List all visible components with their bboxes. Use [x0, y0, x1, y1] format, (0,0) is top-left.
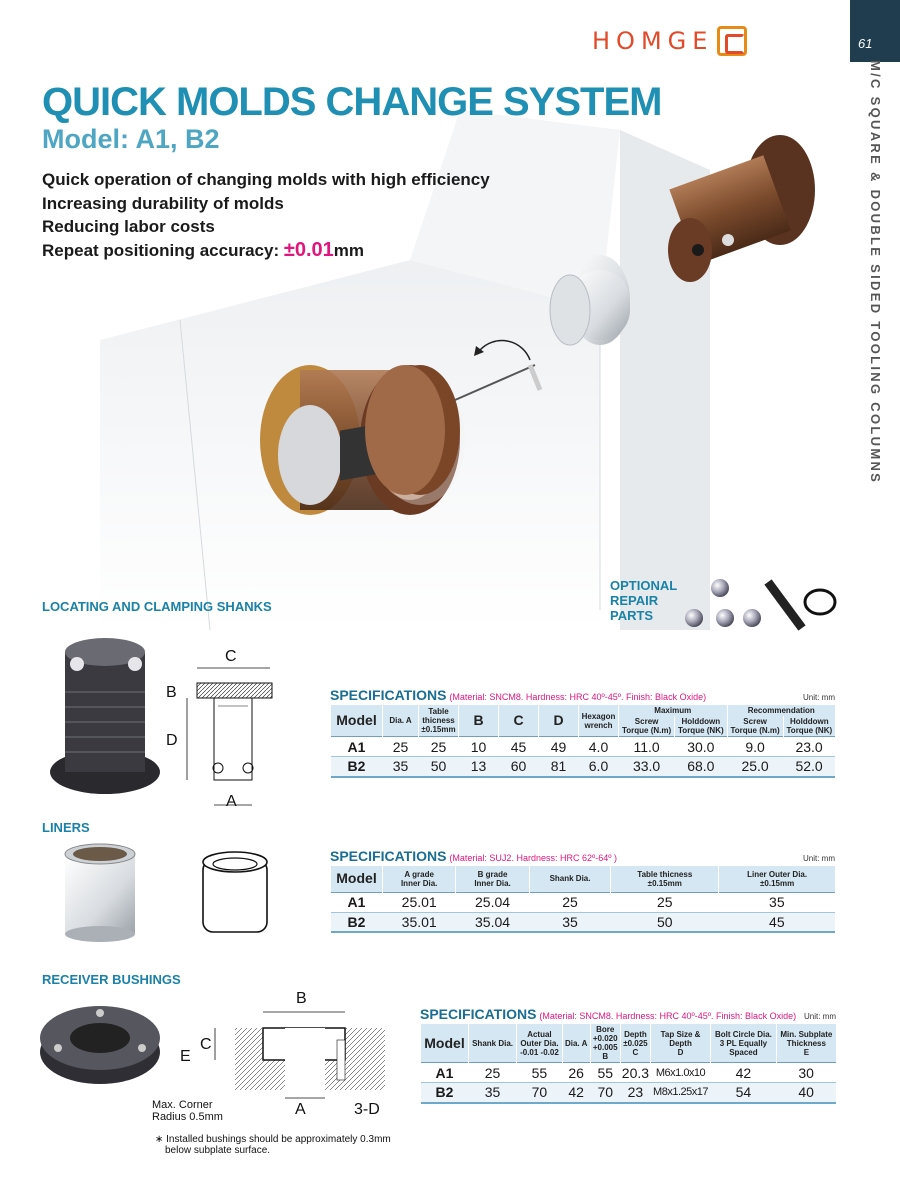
value-cell: 25	[419, 737, 459, 757]
value-cell: 40	[776, 1083, 836, 1103]
value-cell: 35	[719, 892, 835, 912]
feature-list	[42, 168, 490, 262]
value-cell: 45	[499, 737, 539, 757]
hdr-line: Spaced	[729, 1047, 758, 1057]
spec-unit: Unit: mm	[804, 1012, 836, 1021]
footnote-line: ∗ Installed bushings should be approximately 0.3mm	[155, 1134, 391, 1145]
hdr-line: Depth	[669, 1038, 692, 1048]
repair-parts-image	[680, 570, 850, 640]
value-cell: 4.0	[579, 737, 619, 757]
hdr-line: Inner Dia.	[474, 878, 511, 888]
value-cell: 10	[459, 737, 499, 757]
side-tab-label: M/C SQUARE & DOUBLE SIDED TOOLING COLUMNS	[868, 60, 883, 485]
spec-table	[420, 1024, 836, 1104]
table-row	[331, 912, 836, 932]
hdr-line: 3 PL Equally	[719, 1038, 768, 1048]
dim-d: D	[166, 732, 178, 749]
spec-note: (Material: SUJ2. Hardness: HRC 62º-64º )	[449, 853, 618, 863]
value-cell: 60	[499, 757, 539, 777]
hdr-line: B	[602, 1052, 609, 1061]
hdr-line: wrench	[584, 720, 613, 730]
model-cell: A1	[331, 892, 383, 912]
value-cell: 25	[611, 892, 719, 912]
value-cell: 26	[562, 1063, 590, 1083]
col-holddown	[675, 716, 727, 737]
brand-logo	[592, 24, 747, 58]
spec-table-liners	[330, 848, 835, 933]
shank-drawing	[162, 650, 282, 815]
table-row	[421, 1063, 837, 1083]
hdr-line: C	[632, 1047, 639, 1057]
hdr-line: thicness	[422, 716, 455, 725]
section-bushings: RECEIVER BUSHINGS	[42, 972, 181, 987]
dim-b: B	[166, 684, 177, 701]
value-cell: 81	[539, 757, 579, 777]
col-hex	[579, 705, 619, 737]
col-actual-outer	[517, 1024, 563, 1063]
logo-g-mark-icon	[717, 26, 747, 56]
model-cell: A1	[421, 1063, 469, 1083]
spec-note: (Material: SNCM8. Hardness: HRC 40º-45º. Finish: Black Oxide)	[449, 692, 707, 702]
hdr-line: E	[803, 1047, 810, 1057]
col-recommendation: Recommendation	[727, 705, 835, 716]
hdr-line: Torque (NK)	[678, 726, 724, 735]
model-cell: B2	[331, 912, 383, 932]
value-cell: M6x1.0x10	[650, 1063, 710, 1083]
spec-header	[330, 687, 835, 705]
col-a-grade	[383, 866, 456, 892]
spec-label: SPECIFICATIONS	[330, 687, 447, 703]
bushing-photo	[38, 1000, 163, 1090]
spec-table-bushings	[420, 1006, 836, 1104]
value-cell: 11.0	[619, 737, 675, 757]
feature-accuracy-label: Repeat positioning accuracy:	[42, 240, 284, 260]
dim-c: C	[225, 648, 237, 665]
spec-table-body	[331, 737, 836, 777]
value-cell: 20.3	[621, 1064, 650, 1081]
spec-table-shanks	[330, 687, 835, 778]
value-cell: 54	[711, 1083, 777, 1103]
hdr-line: ±0.025	[623, 1038, 648, 1048]
hdr-line: Bore	[596, 1025, 615, 1034]
hdr-line: Inner Dia.	[400, 878, 438, 888]
col-b: B	[459, 705, 499, 737]
value-cell: 49	[539, 737, 579, 757]
section-liners: LINERS	[42, 820, 90, 835]
corner-radius-note	[152, 1099, 223, 1123]
value-cell: 25	[383, 737, 419, 757]
hdr-line: B grade	[477, 869, 508, 879]
hdr-line: Torque (N.m)	[730, 726, 780, 735]
value-cell: 50	[419, 757, 459, 777]
page-number-box	[850, 0, 900, 62]
hdr-line: Bolt Circle Dia.	[714, 1029, 772, 1039]
spec-table	[330, 866, 835, 933]
optional-line: OPTIONAL	[610, 578, 678, 593]
col-min-subplate	[776, 1024, 836, 1063]
hdr-line: A grade	[404, 869, 434, 879]
hdr-line: Actual	[527, 1029, 552, 1039]
hdr-line: Hexagon	[581, 711, 616, 721]
bushing-dim-3d: 3-D	[354, 1101, 380, 1118]
spec-table-body	[331, 892, 836, 932]
value-cell: 25.04	[456, 892, 529, 912]
value-cell: 70	[517, 1083, 563, 1103]
col-c: C	[499, 705, 539, 737]
optional-parts-label	[610, 578, 677, 623]
side-tab	[850, 0, 900, 1200]
hdr-line: Thickness	[786, 1038, 826, 1048]
accuracy-unit: mm	[333, 240, 364, 260]
col-b-grade	[456, 866, 529, 892]
spec-table	[330, 705, 835, 778]
dim-a: A	[226, 793, 237, 810]
bushing-dim-a: A	[295, 1101, 306, 1118]
hdr-line: ±0.15mm	[760, 878, 795, 888]
table-row	[331, 892, 836, 912]
model-cell: B2	[331, 757, 383, 777]
model-cell: B2	[421, 1083, 469, 1103]
table-row	[331, 757, 836, 777]
installation-footnote	[155, 1134, 391, 1156]
spec-label: SPECIFICATIONS	[420, 1006, 537, 1022]
value-cell: 52.0	[783, 757, 835, 777]
bushing-dim-c: C	[200, 1036, 212, 1053]
spec-label: SPECIFICATIONS	[330, 848, 447, 864]
spec-table-body	[421, 1063, 837, 1103]
value-cell: 70	[590, 1083, 620, 1103]
spec-header	[420, 1006, 836, 1024]
hdr-line: Torque (NK)	[786, 726, 833, 735]
shank-photo	[45, 632, 165, 800]
value-cell: 42	[711, 1063, 777, 1083]
hdr-line: Screw	[634, 717, 659, 726]
hdr-line: ±0.15mm	[421, 725, 456, 734]
spec-unit: Unit: mm	[803, 854, 835, 863]
value-cell: 55	[590, 1063, 620, 1083]
hdr-line: Torque (N.m)	[621, 726, 672, 735]
col-model: Model	[421, 1024, 469, 1063]
col-dia-a: Dia. A	[383, 705, 419, 737]
table-row	[421, 1083, 837, 1103]
col-d: D	[539, 705, 579, 737]
value-cell: 35	[529, 912, 611, 932]
optional-line: REPAIR	[610, 593, 659, 608]
footnote-line: below subplate surface.	[165, 1145, 271, 1156]
hdr-line: Table thicness	[637, 869, 693, 879]
section-shanks: LOCATING AND CLAMPING SHANKS	[42, 599, 272, 614]
liner-images	[55, 842, 285, 942]
hdr-line: +0.005	[592, 1043, 618, 1052]
table-row	[331, 737, 836, 757]
hdr-line: Holddown	[681, 717, 721, 726]
value-cell: 30	[776, 1063, 836, 1083]
value-cell: 55	[517, 1063, 563, 1083]
col-model: Model	[331, 705, 383, 737]
col-depth	[620, 1024, 650, 1063]
value-cell: M8x1.25x17	[650, 1083, 710, 1103]
spec-header	[330, 848, 835, 866]
feature-item: Quick operation of changing molds with high efficiency	[42, 170, 490, 189]
corner-line: Radius 0.5mm	[152, 1111, 223, 1123]
col-maximum: Maximum	[619, 705, 728, 716]
hdr-line: +0.020	[592, 1034, 618, 1043]
col-model: Model	[331, 866, 383, 892]
col-screw	[727, 716, 783, 737]
bushing-dim-e: E	[180, 1048, 191, 1065]
hdr-line: Screw	[743, 717, 767, 726]
page-title: QUICK MOLDS CHANGE SYSTEM	[42, 80, 662, 124]
col-tap-size	[650, 1024, 710, 1063]
logo-wordmark: HOMGE	[592, 27, 714, 55]
value-cell: 9.0	[727, 737, 783, 757]
col-dia-a: Dia. A	[562, 1024, 590, 1063]
col-bore	[590, 1024, 620, 1063]
value-cell: 35.01	[383, 912, 456, 932]
hdr-line: Tap Size &	[660, 1029, 701, 1039]
hdr-line: Min. Subplate	[780, 1029, 833, 1039]
value-cell: 68.0	[675, 757, 727, 777]
hdr-line: Outer Dia.	[520, 1038, 559, 1048]
hdr-line: Holddown	[790, 717, 829, 726]
spec-unit: Unit: mm	[803, 693, 835, 702]
value-cell: 45	[719, 912, 835, 932]
value-cell: 23	[620, 1083, 650, 1103]
corner-line: Max. Corner	[152, 1099, 213, 1111]
col-table-thickness	[611, 866, 719, 892]
value-cell: 25	[469, 1063, 517, 1083]
accuracy-value: ±0.01	[283, 238, 334, 261]
bushing-dim-b: B	[296, 990, 307, 1007]
feature-item: Reducing labor costs	[42, 217, 215, 236]
spec-note: (Material: SNCM8. Hardness: HRC 40º-45º. Finish: Black Oxide)	[539, 1011, 797, 1021]
bushing-drawing	[195, 1010, 395, 1105]
col-screw	[619, 716, 675, 737]
value-cell: 42	[562, 1083, 590, 1103]
col-liner-outer	[719, 866, 835, 892]
model-cell: A1	[331, 737, 383, 757]
value-cell: 25.0	[727, 757, 783, 777]
value-cell: 35	[383, 757, 419, 777]
value-cell: 33.0	[619, 757, 675, 777]
value-cell: 25	[529, 892, 611, 912]
page-subtitle: Model: A1, B2	[42, 124, 220, 154]
optional-line: PARTS	[610, 608, 654, 623]
page-number: 61	[858, 36, 873, 51]
col-shank-dia: Shank Dia.	[469, 1024, 517, 1063]
hdr-line: Depth	[624, 1029, 647, 1039]
value-cell: 23.0	[783, 737, 835, 757]
value-cell: 35.04	[456, 912, 529, 932]
value-cell: 50	[611, 912, 719, 932]
col-holddown	[783, 716, 835, 737]
value-cell: 6.0	[579, 757, 619, 777]
col-bolt-circle	[711, 1024, 777, 1063]
hdr-line: -0.01 -0.02	[520, 1047, 559, 1057]
hdr-line: D	[677, 1047, 684, 1057]
col-table-thickness	[419, 705, 459, 737]
hdr-line: Table	[428, 707, 449, 716]
feature-item	[42, 239, 490, 263]
value-cell: 13	[459, 757, 499, 777]
feature-item: Increasing durability of molds	[42, 193, 284, 213]
value-cell: 25.01	[383, 892, 456, 912]
hdr-line: Liner Outer Dia.	[747, 869, 808, 879]
hdr-line: ±0.15mm	[647, 878, 682, 888]
value-cell: 30.0	[675, 737, 727, 757]
col-shank-dia: Shank Dia.	[529, 866, 611, 892]
value-cell: 35	[469, 1083, 517, 1103]
